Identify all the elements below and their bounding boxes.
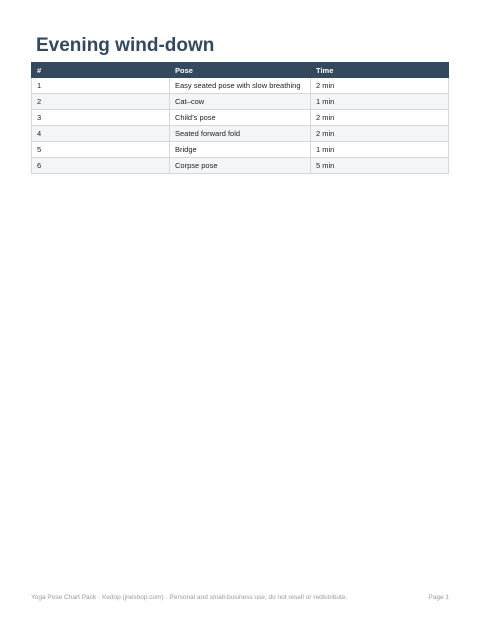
pose-name-cell: Child’s pose <box>170 110 311 126</box>
table-row <box>32 158 449 174</box>
table-row <box>32 110 449 126</box>
footer-note: Yoga Pose Chart Pack · Kedop (jneshop.com) · Personal and small-business use; do not resell or redistribute. <box>31 594 348 601</box>
table-header-row <box>32 63 449 78</box>
pose-table <box>31 62 449 174</box>
pose-name-cell: Cat–cow <box>170 94 311 110</box>
time-cell: 5 min <box>311 158 449 174</box>
row-number-cell: 2 <box>32 94 170 110</box>
row-number-cell: 6 <box>32 158 170 174</box>
table-row <box>32 142 449 158</box>
row-number-cell: 1 <box>32 78 170 94</box>
time-cell: 2 min <box>311 78 449 94</box>
table-row <box>32 94 449 110</box>
table-row <box>32 126 449 142</box>
column-header-time: Time <box>311 63 449 78</box>
page-title: Evening wind-down <box>36 35 215 56</box>
row-number-cell: 5 <box>32 142 170 158</box>
table-row <box>32 78 449 94</box>
row-number-cell: 3 <box>32 110 170 126</box>
row-number-cell: 4 <box>32 126 170 142</box>
page-number: Page 1 <box>428 594 449 601</box>
column-header-number: # <box>32 63 170 78</box>
time-cell: 1 min <box>311 94 449 110</box>
pose-name-cell: Seated forward fold <box>170 126 311 142</box>
column-header-pose: Pose <box>170 63 311 78</box>
time-cell: 2 min <box>311 126 449 142</box>
pose-name-cell: Easy seated pose with slow breathing <box>170 78 311 94</box>
time-cell: 1 min <box>311 142 449 158</box>
pose-name-cell: Corpse pose <box>170 158 311 174</box>
time-cell: 2 min <box>311 110 449 126</box>
pose-name-cell: Bridge <box>170 142 311 158</box>
